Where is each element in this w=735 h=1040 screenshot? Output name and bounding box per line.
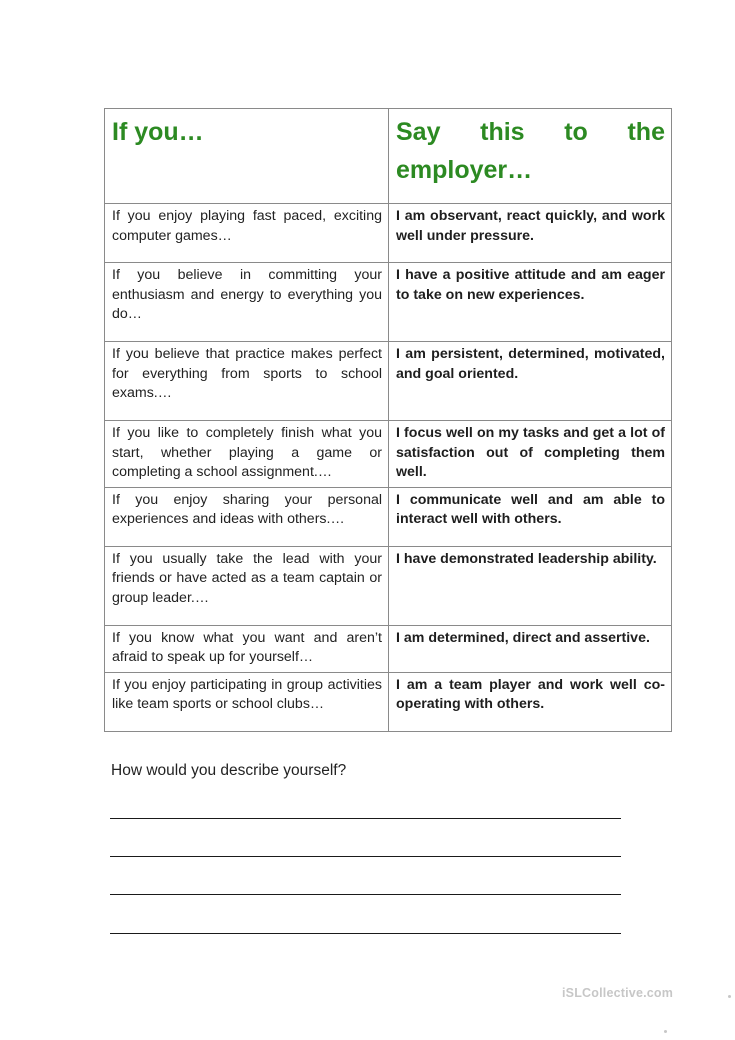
- table-row: [105, 625, 672, 672]
- decorative-dot: [728, 995, 731, 998]
- say-this-cell: I focus well on my tasks and get a lot of satisfaction out of completing them well.: [389, 421, 672, 488]
- table-header-row: [105, 109, 672, 204]
- header-say-this: [389, 109, 672, 204]
- if-you-cell: If you enjoy sharing your personal experiences and ideas with others.…: [105, 487, 389, 546]
- header-say-this-line2: employer…: [396, 156, 533, 184]
- say-this-cell: I am persistent, determined, motivated, and goal oriented.: [389, 342, 672, 421]
- say-this-cell: I have a positive attitude and am eager to take on new experiences.: [389, 263, 672, 342]
- table-row: [105, 204, 672, 263]
- say-this-cell: I communicate well and am able to interact well with others.: [389, 487, 672, 546]
- header-if-you: If you…: [105, 109, 389, 204]
- answer-line-3[interactable]: [110, 894, 621, 895]
- table-row: [105, 342, 672, 421]
- say-this-cell: I am determined, direct and assertive.: [389, 625, 672, 672]
- answer-line-2[interactable]: [110, 856, 621, 857]
- table-row: [105, 421, 672, 488]
- say-this-cell: I have demonstrated leadership ability.: [389, 546, 672, 625]
- answer-line-4[interactable]: [110, 933, 621, 934]
- phrase-table: [104, 108, 672, 732]
- table-row: [105, 672, 672, 731]
- table-row: [105, 546, 672, 625]
- say-this-cell: I am observant, react quickly, and work well under pressure.: [389, 204, 672, 263]
- if-you-cell: If you usually take the lead with your friends or have acted as a team captain or group leader.…: [105, 546, 389, 625]
- if-you-cell: If you believe that practice makes perfect for everything from sports to school exams.…: [105, 342, 389, 421]
- answer-line-1[interactable]: [110, 818, 621, 819]
- if-you-cell: If you enjoy playing fast paced, exciting computer games…: [105, 204, 389, 263]
- describe-yourself-question: How would you describe yourself?: [111, 762, 347, 779]
- if-you-cell: If you know what you want and aren’t afraid to speak up for yourself…: [105, 625, 389, 672]
- decorative-dot: [664, 1030, 667, 1033]
- header-say-this-line1: Say this to the: [396, 118, 665, 146]
- table-row: [105, 487, 672, 546]
- if-you-cell: If you enjoy participating in group activities like team sports or school clubs…: [105, 672, 389, 731]
- table-row: [105, 263, 672, 342]
- if-you-cell: If you like to completely finish what you start, whether playing a game or completing a school assignment.…: [105, 421, 389, 488]
- if-you-cell: If you believe in committing your enthusiasm and energy to everything you do…: [105, 263, 389, 342]
- watermark-logo: iSLCollective.com: [562, 986, 674, 1000]
- say-this-cell: I am a team player and work well co-operating with others.: [389, 672, 672, 731]
